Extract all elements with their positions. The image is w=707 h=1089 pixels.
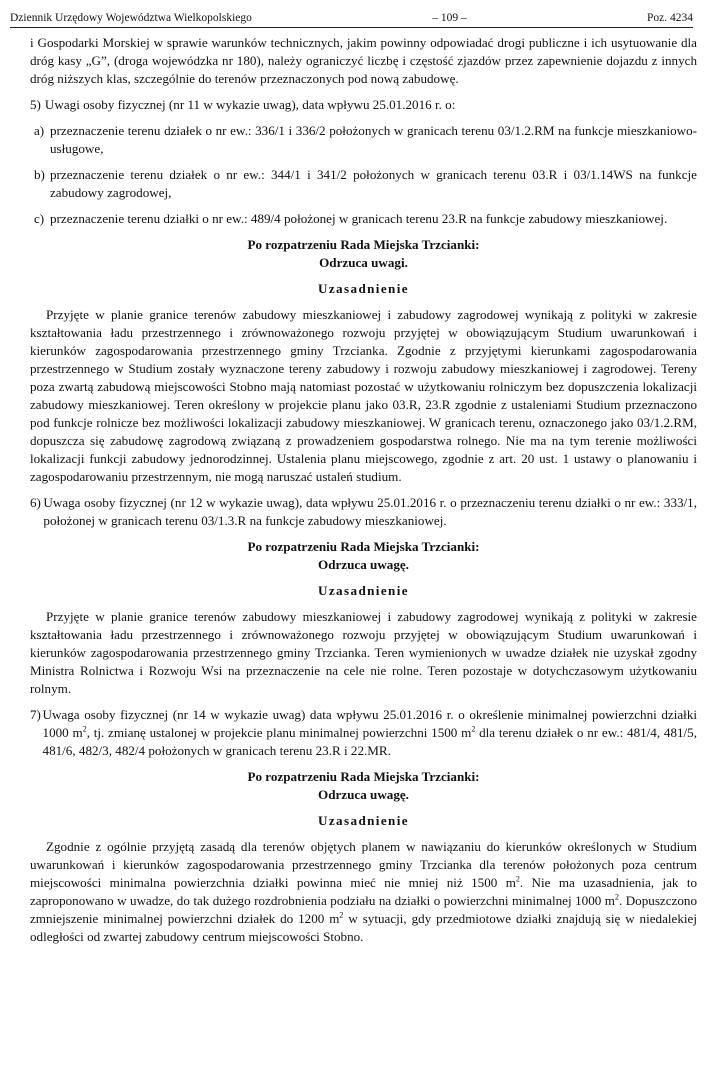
sub-item-a — [34, 122, 697, 158]
decision-result: Odrzuca uwagi. — [319, 255, 408, 270]
item-text: Uwaga osoby fizycznej (nr 14 w wykazie uwag) data wpływu 25.01.2016 r. o określenie minimalnej powierzchni działki 1000 $m^2$, tj. zmianę ustalonej w projekcie planu minimalnej powierzchni 1500 $m^2$ dla terenu działek o nr ew.: 481/4, 481/5, 481/6, 482/3, 482/4 położonych w granicach terenu 23.R i 22.MR. — [42, 707, 697, 758]
item-6 — [30, 494, 697, 530]
justification-text: Zgodnie z ogólnie przyjętą zasadą dla terenów objętych planem w nawiązaniu do kierunków określonych w Studium uwarunkowań i kierunków zagospodarowania przestrzennego gminy Trzcianka dla terenów położonych poza centrum miejscowości minimalna powierzchnia działki powinna mieć nie mniej niż 1500 $m^2$. Nie ma uzasadnienia, jak to zaproponowano w uwadze, do tak dużego rozdrobnienia podziału na działki o powierzchni minimalnej 1000 $m^2$. Dopuszczono zmniejszenie minimalnej powierzchni działek do 1200 $m^2$ w sytuacji, gdy przedmiotowe działki znajdują się w niedalekiej odległości od zwartej zabudowy centrum miejscowości Stobno. — [30, 839, 697, 944]
justification-text: Przyjęte w planie granice terenów zabudowy mieszkaniowej i zabudowy zagrodowej wynikają z polityki w zakresie kształtowania ładu przestrzennego i zrównoważonego rozwoju przyjętej w obowiązującym Studium uwarunkowań i kierunków zagospodarowania przestrzennego gminy Trzcianka. Teren wymienionych w uwadze działek nie uzyskał zgodny Ministra Rolnictwa i Rozwoju Wsi na przeznaczenie na cele nie rolne. Teren pozostaje w dotychczasowym użytkowaniu rolnym. — [30, 609, 697, 696]
sub-item-label: c) — [34, 211, 45, 226]
intro-paragraph: i Gospodarki Morskiej w sprawie warunków technicznych, jakim powinny odpowiadać drogi publiczne i ich usytuowanie dla dróg kasy „G”, (droga wojewódzka nr 180), należy ograniczyć liczbę i częstość zjazdów przez zapewnienie dojazdu z innych dróg niższych klas, szczególnie do terenów przeznaczonych pod nową zabudowę. — [30, 35, 697, 86]
journal-title: Dziennik Urzędowy Województwa Wielkopolskiego — [10, 12, 252, 24]
page-header — [10, 6, 693, 28]
item-5 — [30, 96, 697, 114]
decision-result: Odrzuca uwagę. — [318, 557, 409, 572]
item-text: Uwagi osoby fizycznej (nr 11 w wykazie uwag), data wpływu 25.01.2016 r. o: — [44, 97, 456, 112]
decision-heading: Po rozpatrzeniu Rada Miejska Trzcianki: — [247, 237, 480, 252]
document-body — [30, 34, 697, 946]
item-number: 7) — [30, 707, 41, 722]
sub-item-label: a) — [34, 123, 45, 138]
sub-item-text: przeznaczenie terenu działek o nr ew.: 344/1 i 341/2 położonych w granicach terenu 03.R i 03/1.14WS na funkcje zabudowy zagrodowej, — [50, 167, 697, 200]
item-number: 6) — [30, 495, 41, 510]
justification-heading: Uzasadnienie — [317, 813, 409, 828]
sub-item-label: b) — [34, 167, 45, 182]
sub-item-text: przeznaczenie terenu działki o nr ew.: 489/4 położonej w granicach terenu 23.R na funkcje zabudowy mieszkaniowej. — [50, 211, 668, 226]
justification-heading: Uzasadnienie — [317, 281, 409, 296]
justification-heading: Uzasadnienie — [317, 583, 409, 598]
sub-item-text: przeznaczenie terenu działek o nr ew.: 336/1 i 336/2 położonych w granicach terenu 03/1.2.RM na funkcje mieszkaniowo-usługowe, — [50, 123, 697, 156]
justification-text: Przyjęte w planie granice terenów zabudowy mieszkaniowej i zabudowy zagrodowej wynikają z polityki w zakresie kształtowania ładu przestrzennego i zrównoważonego rozwoju przyjętej w obowiązującym Studium uwarunkowań i kierunków zagospodarowania przestrzennego gminy Trzcianka. Zgodnie z przyjętymi kierunkami zagospodarowania przestrzennego w Studium zostały wyznaczone tereny zabudowy i rozwoju zabudowy mieszkaniowej i zagrodowej. Tereny poza zwartą zabudową miejscowości Stobno mają natomiast pozostać w użytkowaniu rolniczym bez dopuszczenia lokalizacji zabudowy mieszkaniowej. Teren określony w projekcie planu jako 03.R, 23.R zgodnie z ustaleniami Studium przeznaczono pod funkcje rolnicze bez możliwości lokalizacji zabudowy mieszkaniowej. W granicach terenu, oznaczonego jako 03/1.2.RM, dopuszcza się zabudowę zagrodową związaną z prowadzeniem gospodarstwa rolnego. Nie ma na tym terenie możliwości lokalizacji funkcji zabudowy jednorodzinnej. Ustalenia planu miejscowego, zgodnie z art. 20 ust. 1 ustawy o planowaniu i zagospodarowaniu przestrzennym, nie mogą naruszać ustaleń studium. — [30, 307, 697, 484]
item-7 — [30, 706, 697, 760]
sub-item-b — [34, 166, 697, 202]
item-number: 5) — [30, 97, 41, 112]
page-number: – 109 – — [432, 12, 467, 24]
decision-heading: Po rozpatrzeniu Rada Miejska Trzcianki: — [247, 769, 480, 784]
sub-item-c — [34, 210, 697, 228]
item-text: Uwaga osoby fizycznej (nr 12 w wykazie uwag), data wpływu 25.01.2016 r. o przeznaczeniu terenu działki o nr ew.: 333/1, położonej w granicach terenu 03/1.3.R na funkcje zabudowy mieszkaniowej. — [43, 495, 697, 528]
position-number: Poz. 4234 — [647, 12, 693, 24]
decision-heading: Po rozpatrzeniu Rada Miejska Trzcianki: — [247, 539, 480, 554]
decision-result: Odrzuca uwagę. — [318, 787, 409, 802]
